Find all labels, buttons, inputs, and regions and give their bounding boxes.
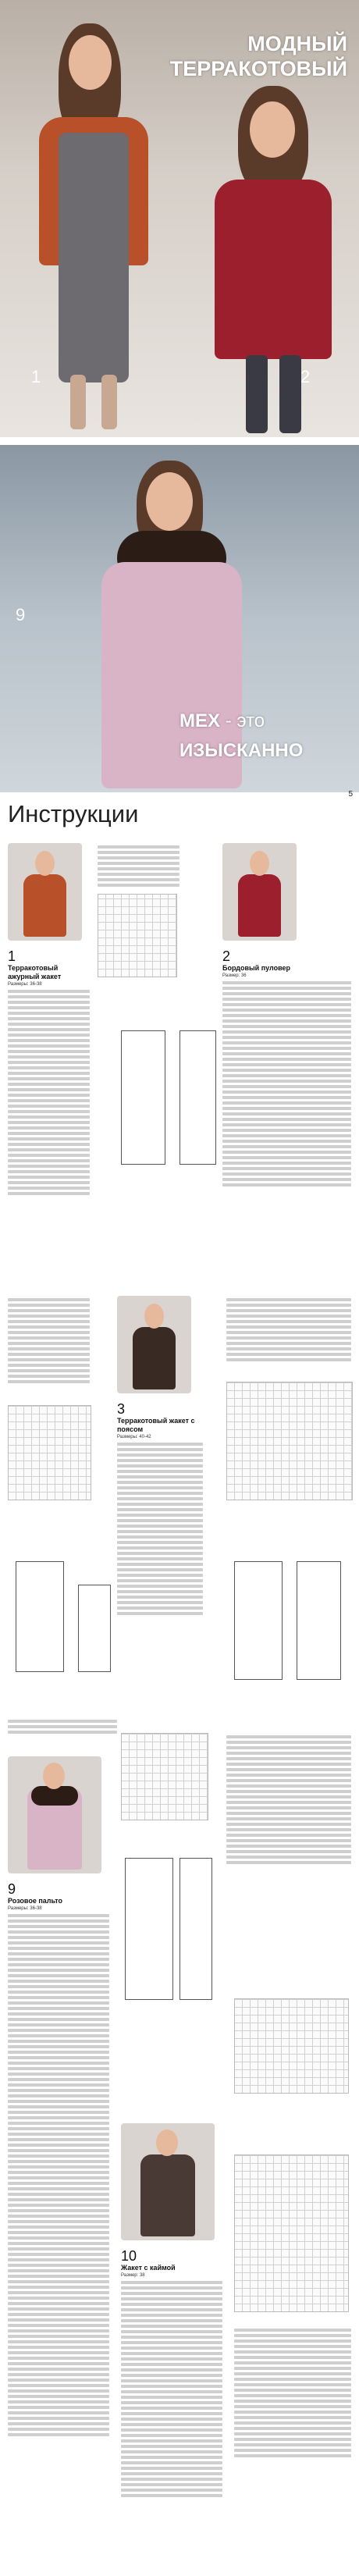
item-1-text — [8, 948, 90, 1197]
crochet-chart-2 — [8, 1405, 91, 1500]
hero2-title — [180, 706, 351, 766]
schema-sleeve-1 — [180, 1030, 216, 1165]
item-1-size: Размеры: 36-38 — [8, 982, 42, 987]
crochet-chart-1 — [98, 894, 177, 977]
instructions-page-2 — [0, 1288, 359, 1710]
crochet-chart-10 — [234, 1998, 349, 2094]
hero1-title — [160, 31, 347, 81]
hero-photo-terracotta — [0, 0, 359, 437]
schema-back-1 — [121, 1030, 165, 1165]
schema-sleeve-9 — [180, 1858, 212, 2000]
model-right — [195, 86, 351, 437]
item-1-text-cont — [8, 1296, 90, 1386]
item-10-size: Размер: 38 — [121, 2273, 145, 2278]
item-1-title: Терракотовый ажурный жакет — [8, 964, 62, 980]
thumb-item-9 — [8, 1756, 101, 1873]
item-2-size: Размер: 36 — [222, 973, 247, 978]
crochet-chart-3 — [226, 1382, 353, 1500]
item-9-text — [8, 1881, 109, 2439]
hero1-title-line1: МОДНЫЙ — [247, 32, 347, 55]
item-3-size: Размеры: 40-42 — [117, 1435, 151, 1439]
item-1-number: 1 — [8, 948, 16, 964]
item-10-text — [121, 2248, 222, 2500]
item-3-text-col2 — [226, 1296, 351, 1364]
photo-number-2: 2 — [300, 367, 311, 386]
photo-number-9: 9 — [16, 605, 26, 624]
photo-number-1: 1 — [31, 367, 41, 386]
schema-back-3 — [234, 1561, 283, 1680]
item-3-title: Терракотовый жакет с поясом — [117, 1417, 195, 1433]
page-number: 5 — [348, 790, 353, 799]
thumb-item-3 — [117, 1296, 191, 1393]
item-9-size: Размеры: 36-38 — [8, 1906, 42, 1911]
item-9-title: Розовое пальто — [8, 1897, 63, 1905]
crochet-chart-9 — [121, 1733, 208, 1820]
item-10-number: 10 — [121, 2248, 137, 2264]
item-1-text-col2 — [98, 843, 180, 889]
section-heading: Инструкции — [8, 800, 139, 827]
hero2-title-line2: ИЗЫСКАННО — [180, 740, 304, 761]
schema-back-2 — [16, 1561, 64, 1672]
thumb-item-2 — [222, 843, 297, 941]
item-9-number: 9 — [8, 1881, 16, 1897]
item-2-title: Бордовый пуловер — [222, 964, 291, 972]
thumb-item-1 — [8, 843, 82, 941]
schema-sleeve-2 — [78, 1585, 111, 1672]
schema-front-3 — [297, 1561, 341, 1680]
hero1-title-line2: ТЕРРАКОТОВЫЙ — [169, 57, 347, 80]
instructions-page-1 — [0, 835, 359, 1272]
hero2-title-dash: - это — [225, 710, 265, 731]
item-9-text-col2 — [226, 1733, 351, 1866]
hero2-title-line1: МЕХ — [180, 710, 221, 731]
item-3-number: 3 — [117, 1401, 126, 1417]
thumb-item-10 — [121, 2123, 215, 2240]
item-2-text — [222, 948, 351, 1189]
instructions-page-3 — [0, 1717, 359, 2576]
item-2-number: 2 — [222, 948, 231, 964]
pattern-legend-9 — [8, 1717, 117, 1736]
item-10-title: Жакет с каймой — [121, 2264, 176, 2272]
item-3-text — [117, 1401, 203, 1617]
item-10-text-col2 — [234, 2326, 351, 2460]
crochet-chart-10b — [234, 2154, 349, 2312]
schema-back-9 — [125, 1858, 173, 2000]
